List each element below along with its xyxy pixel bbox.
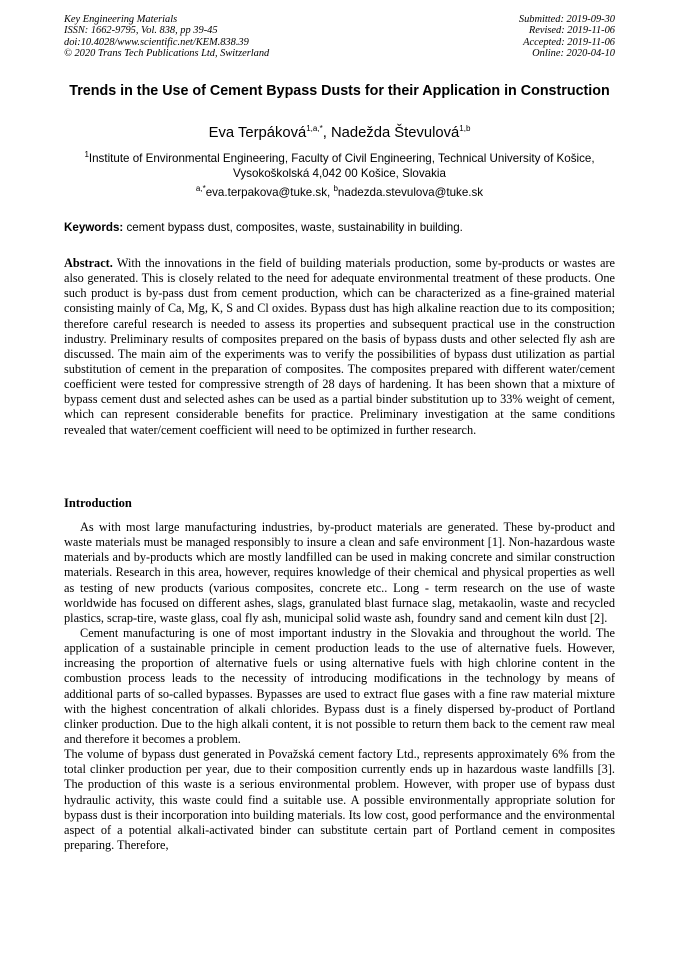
copyright: © 2020 Trans Tech Publications Ltd, Switzerland	[64, 47, 270, 59]
keywords-label: Keywords:	[64, 221, 124, 234]
issn: ISSN: 1662-9795, Vol. 838, pp 39-45	[64, 25, 218, 37]
email-list	[64, 185, 615, 200]
doi: doi:10.4028/www.scientific.net/KEM.838.39	[64, 36, 249, 48]
affiliation	[84, 151, 595, 181]
accepted-date: Accepted: 2019-11-06	[523, 36, 615, 48]
introduction-body	[64, 520, 615, 853]
affiliation-mark: 1	[84, 150, 89, 160]
author-separator: ,	[322, 125, 331, 141]
keywords	[64, 220, 615, 235]
email-separator: ,	[327, 186, 334, 199]
abstract-text: With the innovations in the field of building materials production, some by-products or wastes are also generated. This is closely related to the need for adequate environmental treatment of these products. One such product is by-pass dust from cement production, which can be characterized as a fine-grained material consisting mainly of Ca, Mg, K, S and Cl oxides. Bypass dust has high alkaline reaction due to its composition; therefore careful research is needed to assess its properties and subsequent practical use in the construction industry. Preliminary results of composites prepared on the basis of bypass dusts and other selected fly ash are discussed. The main aim of the experiments was to verify the possibilities of bypass dust utilization as partial substitution of cement in the preparation of composites. The composites prepared with different water/cement coefficient were tested for compressive strength of 28 days of hardening. It has been shown that a mixture of bypass cement dust and selected ashes can be used as a partial binder substitution up to 33% weight of cement, which can represent considerable benefits for practice. Preliminary investigation at the same conditions revealed that water/cement coefficient will need to be optimized in further research.	[64, 256, 615, 437]
email-link[interactable]: nadezda.stevulova@tuke.sk	[337, 186, 484, 199]
paragraph: As with most large manufacturing industries, by-product materials are generated. These by-product and waste materials must be managed responsibly to insure a clean and safe environment [1]. Non-hazardous waste materials and by-products which are mostly landfilled can be used in making concrete and similar construction materials. Research in this area, however, requires knowledge of their chemical and physical properties as well as testing of new products (various composites, concrete etc.. Long - term research on the use of waste worldwide has focused on different ashes, slags, granulated blast furnace slag, metakaolin, waste and recycled plastics, scrap-tire, waste glass, coal fly ash, municipal solid waste ash, foundry sand and cement kiln dust [2].	[64, 520, 615, 625]
revised-date: Revised: 2019-11-06	[528, 25, 615, 37]
abstract	[64, 256, 615, 438]
author-affiliation-mark: 1,b	[459, 124, 471, 134]
publication-dates	[519, 14, 615, 59]
author-name: Eva Terpáková	[208, 125, 307, 141]
online-date: Online: 2020-04-10	[532, 47, 615, 59]
author-affiliation-mark: 1,a,*	[306, 124, 323, 134]
abstract-label: Abstract.	[64, 256, 113, 270]
submitted-date: Submitted: 2019-09-30	[518, 14, 615, 25]
email-link[interactable]: eva.terpakova@tuke.sk	[205, 186, 328, 199]
author-list	[64, 124, 615, 142]
email-mark: b	[333, 184, 338, 194]
keywords-text: cement bypass dust, composites, waste, sustainability in building.	[123, 221, 463, 234]
affiliation-text: Institute of Environmental Engineering, Faculty of Civil Engineering, Technical University of Košice, Vysokoškolská 4,042 00 Košice, Slovakia	[88, 152, 595, 180]
email-mark: a,*	[195, 184, 206, 194]
section-heading: Introduction	[64, 496, 132, 510]
paper-title: Trends in the Use of Cement Bypass Dusts for their Application in Construction	[69, 83, 610, 99]
journal-name: Key Engineering Materials	[64, 14, 178, 25]
author-name: Nadežda Števulová	[330, 125, 460, 141]
paragraph: The volume of bypass dust generated in Považská cement factory Ltd., represents approximately 6% from the total clinker production per year, due to their composition currently ends up in hazardous waste landfills [3]. The production of this waste is a serious environmental problem. However, with proper use of bypass dust hydraulic activity, this waste could find a suitable use. A possible environmentally appropriate solution for bypass dust is their incorporation into building materials. Its low cost, good performance and the environmental aspect of a potential alkali-activated binder can substitute certain part of Portland cement in composites preparing. Therefore,	[64, 747, 615, 852]
paragraph: Cement manufacturing is one of most important industry in the Slovakia and throughout the world. The application of a sustainable principle in cement production leads to the use of alternative fuels. However, increasing the proportion of alternative fuels or using alternative fuels with high chlorine content in the combustion process leads to the necessity of introducing modifications in the technology by means of additional parts of so-called bypasses. Bypasses are used to extract flue gases with a fine raw material mixture with the highest concentration of alkali chlorides. Bypass dust is a finely dispersed by-product of Portland clinker production. Due to the high alkali content, it is not possible to return them back to the cement raw meal and therefore it becomes a problem.	[64, 625, 615, 746]
journal-info	[64, 14, 269, 59]
